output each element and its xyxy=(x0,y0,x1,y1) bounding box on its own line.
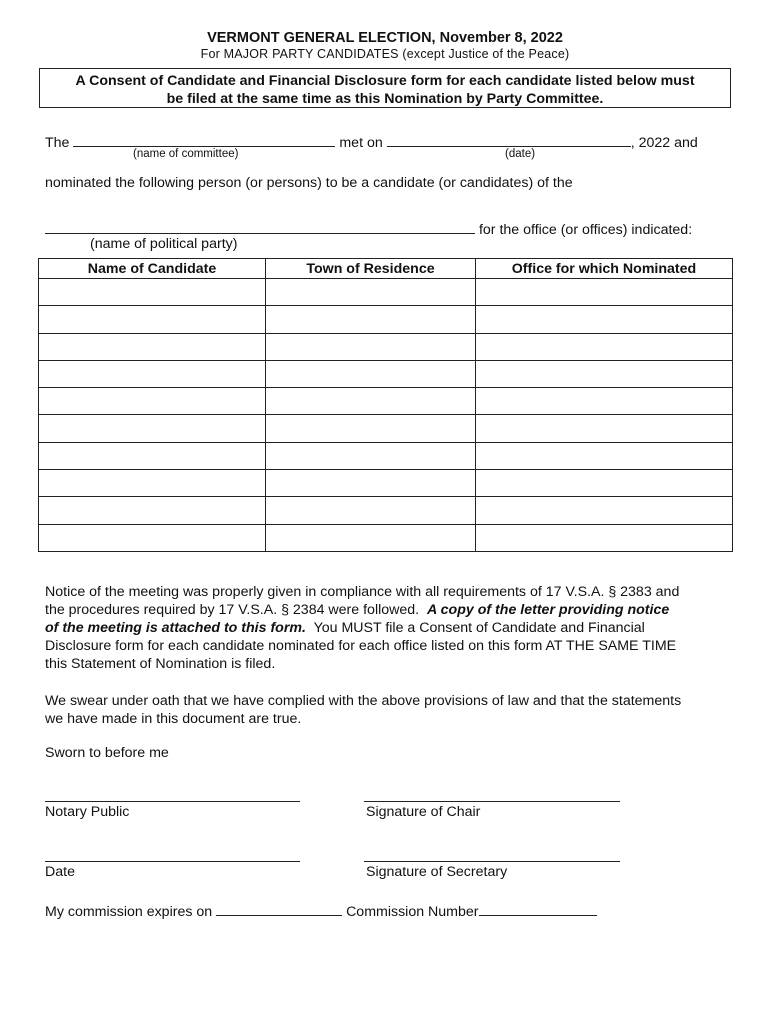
meeting-date-field[interactable] xyxy=(387,132,631,147)
candidate-name-cell[interactable] xyxy=(39,524,266,551)
candidate-name-cell[interactable] xyxy=(39,279,266,306)
compliance-paragraph xyxy=(45,583,735,673)
town-cell[interactable] xyxy=(266,306,476,333)
secretary-label: Signature of Secretary xyxy=(366,864,508,880)
secretary-signature-line[interactable] xyxy=(364,861,620,862)
form-title: VERMONT GENERAL ELECTION, November 8, 2022 xyxy=(207,30,563,46)
compliance-text: You MUST file a Consent of Candidate and Financial xyxy=(313,620,645,636)
table-row xyxy=(39,470,733,497)
office-cell[interactable] xyxy=(476,333,733,360)
committee-hint: (name of committee) xyxy=(133,148,239,160)
office-cell[interactable] xyxy=(476,415,733,442)
filing-requirement-line-1: A Consent of Candidate and Financial Disclosure form for each candidate listed below must xyxy=(75,73,695,89)
date-signature-line[interactable] xyxy=(45,861,300,862)
notary-label: Notary Public xyxy=(45,804,130,820)
column-header-name: Name of Candidate xyxy=(39,259,266,279)
compliance-line-3 xyxy=(45,619,735,637)
candidates-table xyxy=(38,258,733,552)
office-cell[interactable] xyxy=(476,360,733,387)
candidate-name-cell[interactable] xyxy=(39,497,266,524)
table-row xyxy=(39,497,733,524)
commission-number-label: Commission Number xyxy=(346,904,479,920)
form-subtitle: For MAJOR PARTY CANDIDATES (except Justice of the Peace) xyxy=(200,47,570,61)
political-party-field[interactable] xyxy=(45,219,475,234)
commission-number-field[interactable] xyxy=(479,901,597,916)
candidate-name-cell[interactable] xyxy=(39,306,266,333)
table-row xyxy=(39,388,733,415)
compliance-line-1: Notice of the meeting was properly given in compliance with all requirements of 17 V.S.A. § 2383 and xyxy=(45,584,680,600)
town-cell[interactable] xyxy=(266,388,476,415)
commission-row xyxy=(45,901,735,920)
compliance-line-5: this Statement of Nomination is filed. xyxy=(45,656,276,672)
candidate-name-cell[interactable] xyxy=(39,388,266,415)
town-cell[interactable] xyxy=(266,333,476,360)
committee-name-field[interactable] xyxy=(73,132,335,147)
oath-line-2: we have made in this document are true. xyxy=(45,711,302,727)
town-cell[interactable] xyxy=(266,470,476,497)
town-cell[interactable] xyxy=(266,279,476,306)
compliance-emphasis: of the meeting is attached to this form. xyxy=(45,620,306,636)
met-on-label: met on xyxy=(339,135,383,151)
town-cell[interactable] xyxy=(266,415,476,442)
table-row xyxy=(39,415,733,442)
table-row xyxy=(39,333,733,360)
office-cell[interactable] xyxy=(476,279,733,306)
candidate-name-cell[interactable] xyxy=(39,333,266,360)
table-row xyxy=(39,524,733,551)
candidate-name-cell[interactable] xyxy=(39,470,266,497)
candidate-name-cell[interactable] xyxy=(39,442,266,469)
sworn-label: Sworn to before me xyxy=(45,745,169,761)
office-cell[interactable] xyxy=(476,470,733,497)
the-label: The xyxy=(45,135,70,151)
compliance-emphasis: A copy of the letter providing notice xyxy=(427,602,670,618)
year-label: , 2022 and xyxy=(630,135,698,151)
filing-requirement-line-2: be filed at the same time as this Nomination by Party Committee. xyxy=(166,91,604,107)
office-cell[interactable] xyxy=(476,442,733,469)
candidate-name-cell[interactable] xyxy=(39,360,266,387)
office-cell[interactable] xyxy=(476,306,733,333)
table-row xyxy=(39,279,733,306)
office-cell[interactable] xyxy=(476,497,733,524)
table-header-row xyxy=(39,259,733,279)
column-header-office: Office for which Nominated xyxy=(476,259,733,279)
date-hint: (date) xyxy=(505,148,536,160)
chair-signature-line[interactable] xyxy=(364,801,620,802)
column-header-town: Town of Residence xyxy=(266,259,476,279)
date-label: Date xyxy=(45,864,75,880)
nominated-statement: nominated the following person (or persons) to be a candidate (or candidates) of the xyxy=(45,175,573,191)
candidate-name-cell[interactable] xyxy=(39,415,266,442)
office-cell[interactable] xyxy=(476,524,733,551)
town-cell[interactable] xyxy=(266,497,476,524)
town-cell[interactable] xyxy=(266,442,476,469)
compliance-line-2 xyxy=(45,601,735,619)
office-indicated-label: for the office (or offices) indicated: xyxy=(478,222,693,238)
table-row xyxy=(39,442,733,469)
chair-label: Signature of Chair xyxy=(366,804,481,820)
compliance-line-4: Disclosure form for each candidate nominated for each office listed on this form AT THE SAME TIME xyxy=(45,638,677,654)
party-hint: (name of political party) xyxy=(90,236,238,252)
notary-signature-line[interactable] xyxy=(45,801,300,802)
commission-expires-field[interactable] xyxy=(216,901,342,916)
commission-expires-label: My commission expires on xyxy=(45,904,213,920)
oath-paragraph xyxy=(45,692,735,728)
town-cell[interactable] xyxy=(266,360,476,387)
table-row xyxy=(39,360,733,387)
office-cell[interactable] xyxy=(476,388,733,415)
town-cell[interactable] xyxy=(266,524,476,551)
filing-requirement-box xyxy=(39,68,731,108)
compliance-text: the procedures required by 17 V.S.A. § 2384 were followed. xyxy=(45,602,420,618)
table-row xyxy=(39,306,733,333)
oath-line-1: We swear under oath that we have complied with the above provisions of law and that the statements xyxy=(45,693,682,709)
